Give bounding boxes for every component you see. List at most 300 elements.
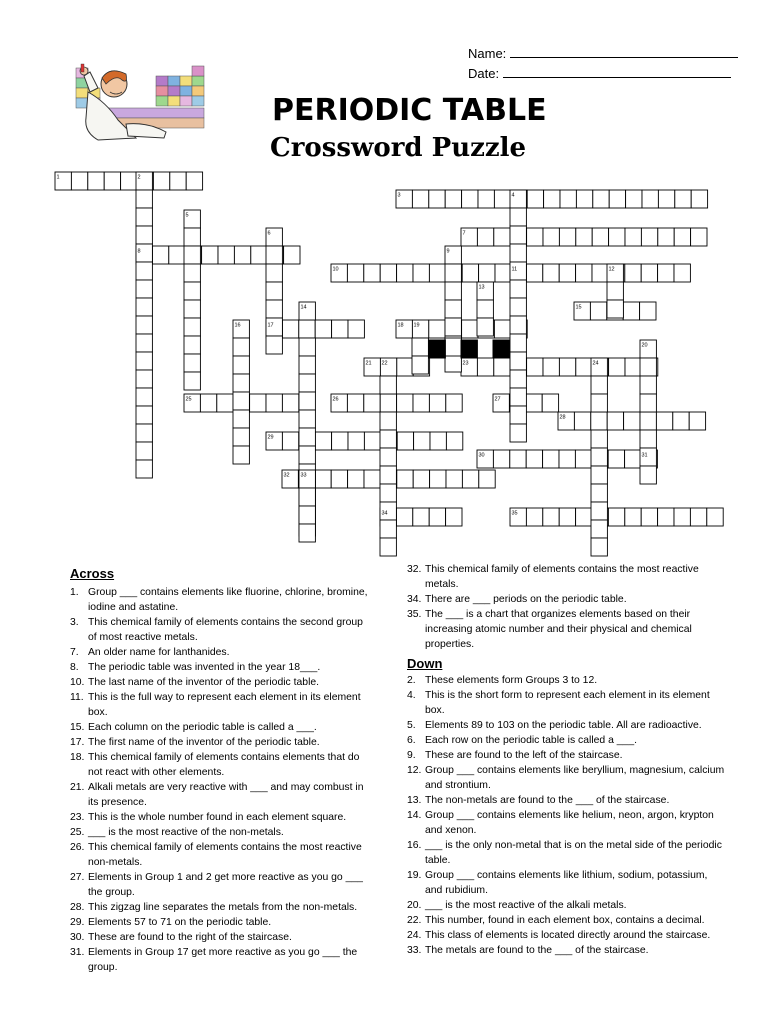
grid-cell[interactable] <box>184 372 200 390</box>
grid-cell[interactable] <box>526 394 542 412</box>
grid-cell[interactable] <box>397 358 413 376</box>
grid-cell[interactable] <box>380 412 396 430</box>
grid-cell[interactable] <box>641 508 657 526</box>
grid-cell[interactable] <box>184 228 200 246</box>
grid-cell[interactable] <box>446 470 462 488</box>
grid-cell[interactable] <box>184 282 200 300</box>
grid-cell[interactable] <box>445 354 461 372</box>
grid-cell[interactable] <box>607 282 623 300</box>
clue-item <box>407 592 727 607</box>
grid-cell[interactable] <box>591 394 607 412</box>
grid-cell[interactable] <box>104 172 120 190</box>
grid-cell[interactable] <box>413 394 429 412</box>
clue-item <box>70 900 370 915</box>
grid-cell[interactable] <box>233 446 249 464</box>
grid-cell[interactable] <box>591 412 607 430</box>
grid-cell[interactable] <box>542 394 558 412</box>
grid-cell[interactable] <box>462 470 478 488</box>
grid-cell[interactable] <box>658 190 674 208</box>
grid-cell[interactable] <box>233 410 249 428</box>
grid-cell[interactable] <box>233 338 249 356</box>
grid-cell[interactable] <box>136 226 152 244</box>
grid-cell[interactable] <box>71 172 87 190</box>
clue-item <box>70 735 370 750</box>
grid-cell[interactable] <box>640 430 656 448</box>
grid-cell[interactable] <box>266 394 282 412</box>
clue-number: 11. <box>70 692 84 703</box>
grid-cell[interactable] <box>626 190 642 208</box>
grid-cell[interactable] <box>462 190 478 208</box>
clue-number: 21. <box>70 782 85 793</box>
grid-cell[interactable] <box>592 228 608 246</box>
grid-cell[interactable] <box>478 190 494 208</box>
clue-number: 16. <box>407 840 422 851</box>
grid-cell[interactable] <box>479 470 495 488</box>
grid-cell[interactable] <box>284 246 300 264</box>
grid-cell[interactable] <box>414 432 430 450</box>
grid-cell[interactable] <box>691 228 707 246</box>
grid-cell[interactable] <box>348 320 364 338</box>
grid-cell[interactable] <box>591 448 607 466</box>
grid-cell[interactable] <box>625 264 641 282</box>
grid-cell[interactable] <box>184 354 200 372</box>
grid-cell[interactable] <box>591 430 607 448</box>
grid-cell[interactable] <box>153 172 169 190</box>
grid-cell[interactable] <box>413 264 429 282</box>
grid-cell[interactable] <box>233 428 249 446</box>
grid-cell[interactable] <box>477 318 493 336</box>
grid-cell[interactable] <box>510 316 526 334</box>
grid-cell[interactable] <box>380 448 396 466</box>
grid-cell[interactable] <box>234 246 250 264</box>
name-label: Name: <box>468 46 507 61</box>
grid-cell[interactable] <box>623 302 639 320</box>
grid-cell[interactable] <box>526 264 542 282</box>
grid-cell[interactable] <box>510 334 526 352</box>
across-clues-column <box>70 566 370 975</box>
grid-cell[interactable] <box>494 320 510 338</box>
grid-cell[interactable] <box>380 466 396 484</box>
grid-cell[interactable] <box>266 336 282 354</box>
clue-item <box>407 607 727 652</box>
clue-item <box>407 928 727 943</box>
grid-cell[interactable] <box>299 446 315 464</box>
grid-clue-number: 28 <box>559 414 566 421</box>
grid-cell[interactable] <box>707 508 723 526</box>
clue-number: 5. <box>407 720 416 731</box>
grid-cell[interactable] <box>593 190 609 208</box>
grid-cell[interactable] <box>429 508 445 526</box>
grid-cell[interactable] <box>136 334 152 352</box>
grid-cell[interactable] <box>136 406 152 424</box>
grid-cell[interactable] <box>429 264 445 282</box>
grid-cell[interactable] <box>543 358 559 376</box>
grid-cell[interactable] <box>576 358 592 376</box>
grid-cell[interactable] <box>477 358 493 376</box>
grid-cell[interactable] <box>658 264 674 282</box>
grid-cell[interactable] <box>299 410 315 428</box>
grid-cell[interactable] <box>576 228 592 246</box>
grid-cell[interactable] <box>251 246 267 264</box>
clue-text: These are found to the left of the staircase. <box>425 750 623 761</box>
grid-cell[interactable] <box>347 264 363 282</box>
grid-cell[interactable] <box>315 470 331 488</box>
grid-cell[interactable] <box>543 228 559 246</box>
grid-cell[interactable] <box>121 172 137 190</box>
clue-item <box>70 750 370 780</box>
clue-number: 12. <box>407 765 422 776</box>
black-square <box>493 340 509 358</box>
grid-cell[interactable] <box>136 352 152 370</box>
grid-cell[interactable] <box>656 412 672 430</box>
grid-cell[interactable] <box>136 280 152 298</box>
clue-text: Group ___ contains elements like lithium, sodium, potassium, and rubidium. <box>425 870 708 896</box>
grid-cell[interactable] <box>559 508 575 526</box>
grid-cell[interactable] <box>429 320 445 338</box>
grid-cell[interactable] <box>658 508 674 526</box>
grid-cell[interactable] <box>609 228 625 246</box>
grid-cell[interactable] <box>332 432 348 450</box>
grid-cell[interactable] <box>412 356 428 374</box>
grid-cell[interactable] <box>625 508 641 526</box>
grid-cell[interactable] <box>233 374 249 392</box>
grid-cell[interactable] <box>642 190 658 208</box>
grid-cell[interactable] <box>510 450 526 468</box>
grid-cell[interactable] <box>380 264 396 282</box>
grid-clue-number: 25 <box>185 396 192 403</box>
clue-text: Elements in Group 17 get more reactive as you go ___ the group. <box>88 947 358 973</box>
grid-cell[interactable] <box>625 228 641 246</box>
grid-cell[interactable] <box>607 412 623 430</box>
clue-text: ___ is the most reactive of the non-metals. <box>88 827 284 838</box>
clue-item <box>407 943 727 958</box>
clue-text: These elements form Groups 3 to 12. <box>425 675 598 686</box>
grid-cell[interactable] <box>299 488 315 506</box>
grid-cell[interactable] <box>169 246 185 264</box>
grid-cell[interactable] <box>364 394 380 412</box>
clue-number: 14. <box>407 810 422 821</box>
clue-text: The metals are found to the ___ of the staircase. <box>425 945 649 956</box>
clue-number: 31. <box>70 947 85 958</box>
clue-item <box>70 615 370 645</box>
grid-cell[interactable] <box>608 508 624 526</box>
grid-cell[interactable] <box>591 466 607 484</box>
grid-cell[interactable] <box>640 302 656 320</box>
grid-cell[interactable] <box>186 172 202 190</box>
grid-cell[interactable] <box>479 264 495 282</box>
grid-cell[interactable] <box>690 508 706 526</box>
grid-cell[interactable] <box>445 190 461 208</box>
grid-cell[interactable] <box>624 412 640 430</box>
clue-text: Elements 57 to 71 on the periodic table. <box>88 917 272 928</box>
grid-cell[interactable] <box>495 264 511 282</box>
grid-cell[interactable] <box>576 264 592 282</box>
grid-cell[interactable] <box>673 412 689 430</box>
grid-clue-number: 8 <box>137 248 141 255</box>
grid-cell[interactable] <box>200 394 216 412</box>
grid-cell[interactable] <box>559 264 575 282</box>
grid-cell[interactable] <box>136 442 152 460</box>
grid-cell[interactable] <box>136 388 152 406</box>
grid-cell[interactable] <box>494 358 510 376</box>
grid-cell[interactable] <box>510 226 526 244</box>
grid-cell[interactable] <box>494 228 510 246</box>
clue-number: 2. <box>407 675 416 686</box>
grid-clue-number: 34 <box>381 510 388 517</box>
grid-cell[interactable] <box>674 264 690 282</box>
grid-cell[interactable] <box>331 470 347 488</box>
grid-cell[interactable] <box>590 302 606 320</box>
grid-clue-number: 24 <box>592 360 599 367</box>
grid-cell[interactable] <box>347 394 363 412</box>
grid-cell[interactable] <box>510 352 526 370</box>
clue-number: 10. <box>70 677 85 688</box>
grid-cell[interactable] <box>136 298 152 316</box>
grid-cell[interactable] <box>625 450 641 468</box>
grid-cell[interactable] <box>640 412 656 430</box>
grid-cell[interactable] <box>136 190 152 208</box>
clue-number: 17. <box>70 737 85 748</box>
grid-cell[interactable] <box>625 358 641 376</box>
grid-cell[interactable] <box>380 520 396 538</box>
clue-number: 18. <box>70 752 85 763</box>
grid-cell[interactable] <box>526 450 542 468</box>
grid-cell[interactable] <box>446 432 462 450</box>
grid-cell[interactable] <box>88 172 104 190</box>
clue-number: 29. <box>70 917 85 928</box>
grid-cell[interactable] <box>282 394 298 412</box>
grid-cell[interactable] <box>640 394 656 412</box>
grid-cell[interactable] <box>675 190 691 208</box>
grid-cell[interactable] <box>592 264 608 282</box>
grid-cell[interactable] <box>691 190 707 208</box>
grid-cell[interactable] <box>170 172 186 190</box>
grid-cell[interactable] <box>429 394 445 412</box>
grid-clue-number: 2 <box>137 174 141 181</box>
grid-cell[interactable] <box>510 208 526 226</box>
grid-cell[interactable] <box>510 244 526 262</box>
grid-clue-number: 4 <box>511 192 515 199</box>
grid-cell[interactable] <box>430 470 446 488</box>
grid-cell[interactable] <box>136 424 152 442</box>
grid-cell[interactable] <box>591 484 607 502</box>
grid-cell[interactable] <box>315 432 331 450</box>
clue-item <box>407 898 727 913</box>
grid-cell[interactable] <box>299 374 315 392</box>
grid-cell[interactable] <box>266 300 282 318</box>
grid-cell[interactable] <box>429 190 445 208</box>
grid-cell[interactable] <box>543 264 559 282</box>
grid-clue-number: 12 <box>608 266 615 273</box>
grid-cell[interactable] <box>510 280 526 298</box>
grid-cell[interactable] <box>136 370 152 388</box>
grid-cell[interactable] <box>493 450 509 468</box>
grid-cell[interactable] <box>397 264 413 282</box>
grid-cell[interactable] <box>658 228 674 246</box>
grid-cell[interactable] <box>446 508 462 526</box>
grid-cell[interactable] <box>184 318 200 336</box>
grid-cell[interactable] <box>494 190 510 208</box>
grid-cell[interactable] <box>136 262 152 280</box>
grid-cell[interactable] <box>559 358 575 376</box>
grid-clue-number: 5 <box>185 212 189 219</box>
down-heading: Down <box>407 656 443 671</box>
grid-cell[interactable] <box>640 376 656 394</box>
grid-cell[interactable] <box>266 282 282 300</box>
grid-cell[interactable] <box>380 538 396 556</box>
clue-text: Group ___ contains elements like beryllium, magnesium, calcium and strontium. <box>425 765 725 791</box>
grid-cell[interactable] <box>608 450 624 468</box>
grid-clue-number: 18 <box>397 322 404 329</box>
grid-cell[interactable] <box>640 466 656 484</box>
grid-cell[interactable] <box>315 320 331 338</box>
clue-text: There are ___ periods on the periodic table. <box>425 594 627 605</box>
grid-cell[interactable] <box>527 358 543 376</box>
grid-cell[interactable] <box>591 538 607 556</box>
grid-cell[interactable] <box>282 320 298 338</box>
clue-text: The periodic table was invented in the year 18___. <box>88 662 321 673</box>
grid-cell[interactable] <box>510 424 526 442</box>
grid-cell[interactable] <box>397 394 413 412</box>
grid-cell[interactable] <box>364 470 380 488</box>
grid-cell[interactable] <box>445 338 461 356</box>
grid-cell[interactable] <box>591 502 607 520</box>
grid-cell[interactable] <box>462 264 478 282</box>
grid-cell[interactable] <box>184 264 200 282</box>
grid-cell[interactable] <box>233 356 249 374</box>
grid-cell[interactable] <box>544 190 560 208</box>
grid-cell[interactable] <box>266 246 282 264</box>
grid-cell[interactable] <box>559 228 575 246</box>
grid-cell[interactable] <box>641 228 657 246</box>
grid-cell[interactable] <box>445 300 461 318</box>
grid-cell[interactable] <box>674 228 690 246</box>
grid-cell[interactable] <box>136 460 152 478</box>
grid-cell[interactable] <box>396 508 412 526</box>
grid-cell[interactable] <box>299 428 315 446</box>
grid-cell[interactable] <box>413 508 429 526</box>
grid-clue-number: 26 <box>332 396 339 403</box>
grid-cell[interactable] <box>184 300 200 318</box>
grid-clue-number: 11 <box>511 266 518 273</box>
clue-item <box>70 870 370 900</box>
grid-cell[interactable] <box>640 358 656 376</box>
grid-cell[interactable] <box>591 376 607 394</box>
grid-cell[interactable] <box>397 432 413 450</box>
grid-cell[interactable] <box>250 394 266 412</box>
clue-text: This chemical family of elements contains elements that do not react with other elements. <box>88 752 360 778</box>
grid-cell[interactable] <box>477 228 493 246</box>
black-square <box>461 340 477 358</box>
grid-cell[interactable] <box>477 300 493 318</box>
grid-cell[interactable] <box>674 508 690 526</box>
clue-item <box>407 808 727 838</box>
grid-cell[interactable] <box>184 246 200 264</box>
grid-clue-number: 19 <box>413 322 420 329</box>
clue-number: 7. <box>70 647 79 658</box>
grid-cell[interactable] <box>609 358 625 376</box>
grid-cell[interactable] <box>462 320 478 338</box>
grid-cell[interactable] <box>299 338 315 356</box>
grid-cell[interactable] <box>380 394 396 412</box>
grid-cell[interactable] <box>299 392 315 410</box>
grid-cell[interactable] <box>364 264 380 282</box>
grid-cell[interactable] <box>380 484 396 502</box>
clue-item <box>407 868 727 898</box>
grid-cell[interactable] <box>543 450 559 468</box>
grid-cell[interactable] <box>299 506 315 524</box>
grid-cell[interactable] <box>299 524 315 542</box>
grid-cell[interactable] <box>266 264 282 282</box>
grid-cell[interactable] <box>152 246 168 264</box>
grid-cell[interactable] <box>412 338 428 356</box>
grid-cell[interactable] <box>575 450 591 468</box>
grid-cell[interactable] <box>445 318 461 336</box>
grid-cell[interactable] <box>299 356 315 374</box>
grid-cell[interactable] <box>510 388 526 406</box>
grid-cell[interactable] <box>607 300 623 318</box>
grid-cell[interactable] <box>348 470 364 488</box>
grid-cell[interactable] <box>430 432 446 450</box>
grid-cell[interactable] <box>184 336 200 354</box>
grid-cell[interactable] <box>641 264 657 282</box>
grid-cell[interactable] <box>591 520 607 538</box>
grid-cell[interactable] <box>380 376 396 394</box>
clue-item <box>70 930 370 945</box>
clue-text: This chemical family of elements contains the most reactive non-metals. <box>88 842 362 868</box>
grid-cell[interactable] <box>364 432 380 450</box>
clue-item <box>407 718 727 733</box>
grid-cell[interactable] <box>380 430 396 448</box>
clue-number: 13. <box>407 795 422 806</box>
grid-cell[interactable] <box>574 412 590 430</box>
grid-cell[interactable] <box>527 190 543 208</box>
grid-cell[interactable] <box>527 228 543 246</box>
grid-cell[interactable] <box>202 246 218 264</box>
grid-cell[interactable] <box>412 190 428 208</box>
grid-cell[interactable] <box>217 394 233 412</box>
grid-cell[interactable] <box>510 370 526 388</box>
grid-cell[interactable] <box>136 316 152 334</box>
grid-cell[interactable] <box>413 470 429 488</box>
clue-item <box>70 645 370 660</box>
grid-cell[interactable] <box>510 406 526 424</box>
across-heading: Across <box>70 566 115 581</box>
grid-cell[interactable] <box>689 412 705 430</box>
grid-cell[interactable] <box>136 208 152 226</box>
grid-cell[interactable] <box>560 190 576 208</box>
grid-cell[interactable] <box>609 190 625 208</box>
grid-cell[interactable] <box>445 264 461 282</box>
grid-cell[interactable] <box>576 190 592 208</box>
grid-cell[interactable] <box>446 394 462 412</box>
grid-cell[interactable] <box>299 320 315 338</box>
grid-cell[interactable] <box>559 450 575 468</box>
grid-cell[interactable] <box>445 282 461 300</box>
grid-cell[interactable] <box>576 508 592 526</box>
grid-cell[interactable] <box>526 508 542 526</box>
grid-cell[interactable] <box>282 432 298 450</box>
grid-cell[interactable] <box>510 298 526 316</box>
clue-number: 35. <box>407 609 422 620</box>
grid-cell[interactable] <box>397 470 413 488</box>
clue-item <box>407 562 727 592</box>
grid-cell[interactable] <box>543 508 559 526</box>
grid-cell[interactable] <box>332 320 348 338</box>
grid-cell[interactable] <box>218 246 234 264</box>
grid-cell[interactable] <box>348 432 364 450</box>
grid-cell[interactable] <box>233 392 249 410</box>
